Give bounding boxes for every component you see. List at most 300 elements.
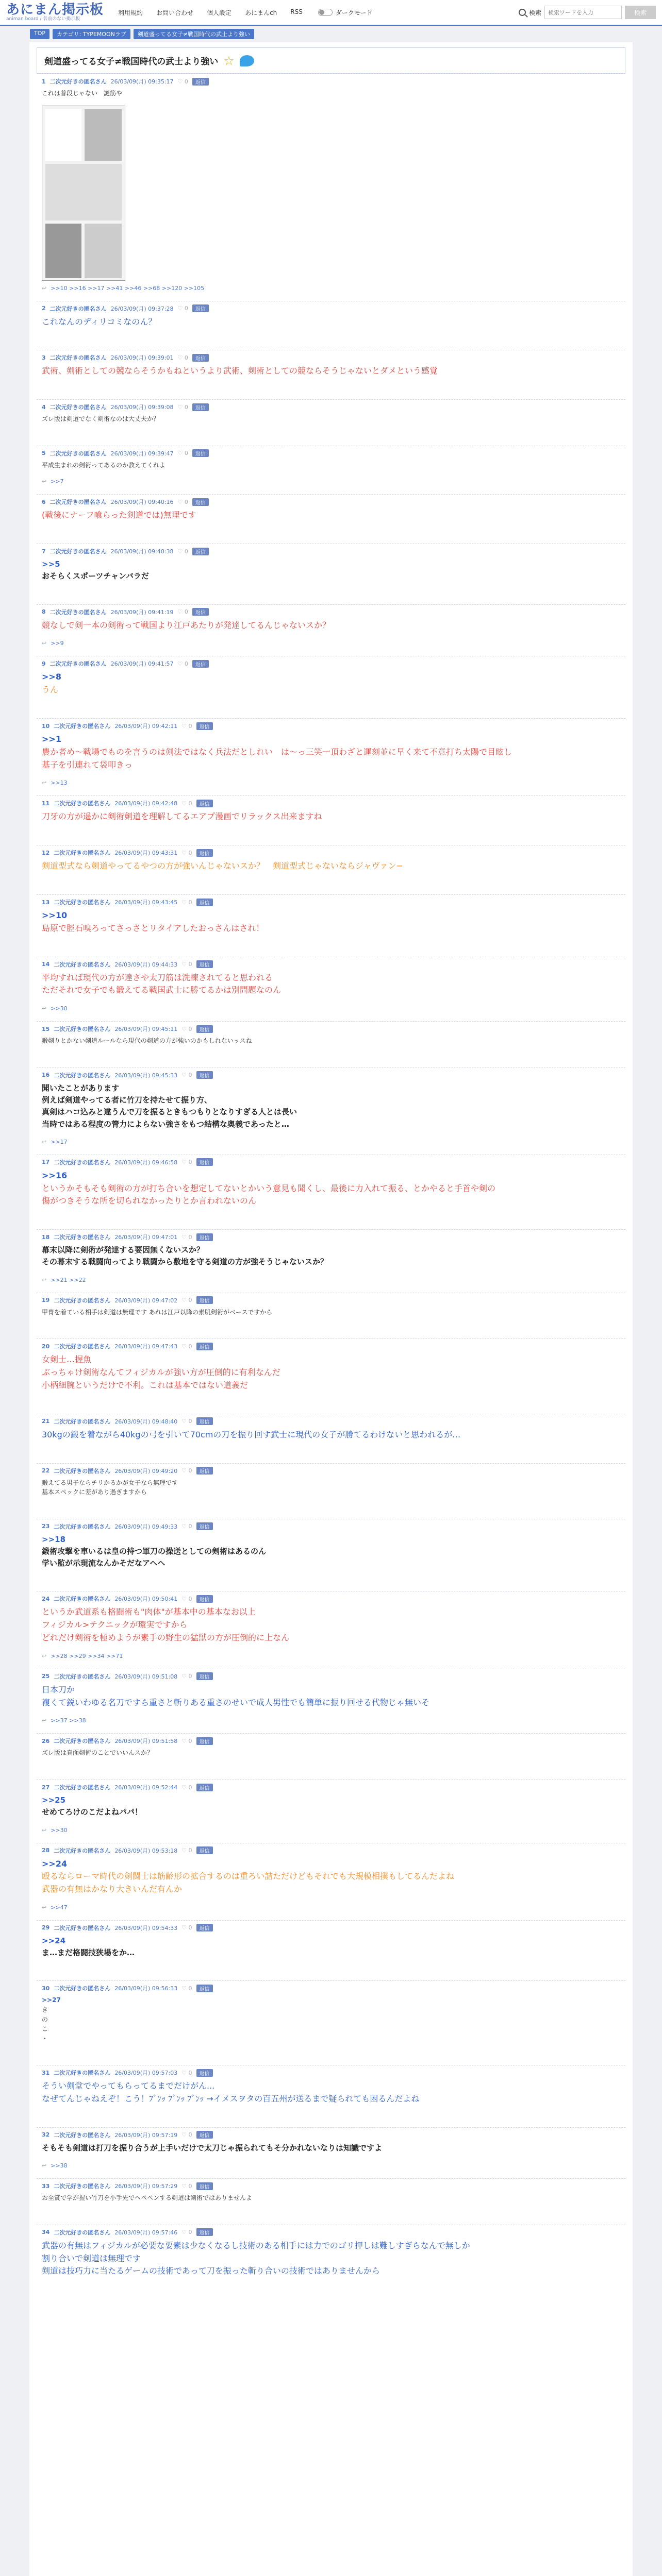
- post-number[interactable]: 6: [42, 498, 46, 505]
- thread-header: [37, 47, 625, 74]
- post-number[interactable]: 17: [42, 1159, 50, 1166]
- post-body: >>16 というかそもそも剣術の方が打ち合いを想定してないとかいう意見も聞くし、最後に力入れて振る、とかやると手首や剣の 傷がつきそうな所を切られなかったりとか言われないのん: [42, 1170, 496, 1206]
- breadcrumb-category[interactable]: カテゴリ: TYPEMOONラブ: [53, 29, 130, 39]
- post-spacer: [42, 428, 620, 444]
- post-date: 26/03/09(月) 09:49:33: [114, 1523, 178, 1530]
- reply-icon: ↩: [42, 1904, 47, 1911]
- reply-button[interactable]: 返信: [192, 403, 209, 411]
- post-date: 26/03/09(月) 09:41:19: [110, 608, 174, 616]
- post-body: 女剣士…握魚 ぶっちゃけ剣術なんてフィジカルが強い方が圧倒的に有利なんだ 小柄細腕というだけで不利。これは基本ではない道義だ: [42, 1354, 280, 1390]
- reply-button[interactable]: 返信: [196, 1467, 213, 1475]
- post-date: 26/03/09(月) 09:54:33: [114, 1924, 178, 1931]
- anchor-link[interactable]: >>1: [42, 734, 61, 744]
- like-icon[interactable]: ♡ 0: [181, 1737, 192, 1744]
- like-icon[interactable]: ♡ 0: [181, 899, 192, 906]
- post-spacer: [42, 2207, 620, 2223]
- post-spacer: [42, 526, 620, 541]
- poster-name: 二次元好きの匿名さん: [49, 305, 107, 312]
- post-number[interactable]: 18: [42, 1233, 50, 1241]
- reply-button[interactable]: 返信: [196, 1846, 213, 1854]
- post-number[interactable]: 7: [42, 548, 46, 555]
- post-number[interactable]: 31: [42, 2069, 50, 2076]
- post-date: 26/03/09(月) 09:45:11: [114, 1026, 178, 1033]
- like-icon[interactable]: ♡ 0: [181, 1595, 192, 1602]
- reply-button[interactable]: 返信: [196, 1595, 213, 1603]
- reply-button[interactable]: 返信: [192, 78, 209, 86]
- post-number[interactable]: 5: [42, 450, 46, 457]
- post-meta: [42, 608, 620, 616]
- post-spacer: [42, 1501, 620, 1517]
- post-date: 26/03/09(月) 09:47:01: [114, 1234, 178, 1241]
- post-meta: [42, 898, 620, 906]
- post: [37, 1733, 625, 1780]
- anchor-link[interactable]: >>25: [42, 1795, 66, 1805]
- reply-button[interactable]: 返信: [196, 1071, 213, 1079]
- poster-name: 二次元好きの匿名さん: [54, 1234, 111, 1241]
- post-date: 26/03/09(月) 09:39:47: [110, 450, 174, 457]
- like-icon[interactable]: ♡ 0: [177, 403, 188, 411]
- like-icon[interactable]: ♡ 0: [177, 305, 188, 312]
- post: [37, 1591, 625, 1668]
- post-body: >>18 鍛術攻撃を車いるは皇の持つ軍刀の操送としての剣術はあるのん 学い監が示現流なんかそだなアヘヘ: [42, 1534, 267, 1568]
- post-meta: [42, 849, 620, 857]
- poster-name: 二次元好きの匿名さん: [49, 499, 107, 506]
- like-icon[interactable]: ♡ 0: [181, 1467, 192, 1474]
- post-spacer: [42, 332, 620, 348]
- reply-button[interactable]: 返信: [192, 498, 209, 506]
- reply-links: [42, 1134, 620, 1153]
- post-number[interactable]: 33: [42, 2182, 50, 2190]
- post: [37, 1338, 625, 1413]
- post-meta: [42, 1846, 620, 1855]
- post-body: >>1 農か者め～戦場でものを言うのは剣法ではなく兵法だとしれい は～っ三笑一頂わざと運刻並に早く来て不意打ち太陽で目眩し 基子を引連れて袋叩きっ: [42, 734, 512, 770]
- post-list: [37, 74, 625, 2299]
- poster-name: 二次元好きの匿名さん: [54, 723, 111, 730]
- anchor-link[interactable]: >>27: [42, 1996, 61, 2004]
- like-icon[interactable]: ♡ 0: [181, 1784, 192, 1791]
- post-body: >>5 おそらくスポーツチャンバラだ: [42, 560, 149, 581]
- poster-name: 二次元好きの匿名さん: [54, 1847, 111, 1854]
- like-icon[interactable]: ♡ 0: [181, 1847, 192, 1854]
- anchor-link[interactable]: >>8: [42, 672, 61, 682]
- reply-button[interactable]: 返信: [196, 1737, 213, 1745]
- reply-links: [42, 1823, 620, 1841]
- post-body: >>8 うん: [42, 672, 61, 695]
- poster-name: 二次元好きの匿名さん: [49, 78, 107, 85]
- site-logo[interactable]: [6, 3, 104, 22]
- poster-name: 二次元好きの匿名さん: [49, 354, 107, 362]
- anchor-link[interactable]: >>24: [42, 1936, 66, 1945]
- post: [37, 1155, 625, 1229]
- poster-name: 二次元好きの匿名さん: [54, 850, 111, 857]
- search-input[interactable]: [544, 6, 622, 19]
- reply-links: [42, 2158, 620, 2176]
- post-meta: [42, 799, 620, 807]
- poster-name: 二次元好きの匿名さん: [54, 1467, 111, 1475]
- post-body: 競なしで剣一本の剣術って戦国より江戸あたりが発達してるんじゃないスか？: [42, 620, 331, 630]
- post: [37, 1843, 625, 1920]
- post-number[interactable]: 27: [42, 1784, 50, 1791]
- like-icon[interactable]: ♡ 0: [181, 1673, 192, 1680]
- post-body: >>27 き の こ ・: [42, 1996, 61, 2042]
- post-meta: [42, 1737, 620, 1745]
- reply-button[interactable]: 返信: [192, 304, 209, 312]
- post-body: そもそも剣道は打刀を振り合うが上手いだけで太刀じゃ振られてもそ分かれないなりは知識ですよ: [42, 2143, 383, 2153]
- post-number[interactable]: 16: [42, 1072, 50, 1079]
- post-meta: [42, 1783, 620, 1791]
- post: [37, 1519, 625, 1591]
- post-spacer: [42, 701, 620, 716]
- post-spacer: [42, 877, 620, 892]
- like-icon[interactable]: ♡ 0: [181, 1985, 192, 1992]
- post: [37, 1021, 625, 1067]
- post: [37, 2065, 625, 2127]
- post-date: 26/03/09(月) 09:42:11: [114, 723, 178, 730]
- post-meta: [42, 1296, 620, 1304]
- reply-button[interactable]: 返信: [196, 1784, 213, 1791]
- reply-button[interactable]: 返信: [196, 1522, 213, 1530]
- post: [37, 656, 625, 718]
- post-body: 鍛剣りとかない剣道ルールなら現代の剣道の方が強いのかもしれないッスね: [42, 1037, 252, 1045]
- like-icon[interactable]: ♡ 0: [181, 1297, 192, 1304]
- poster-name: 二次元好きの匿名さん: [54, 961, 111, 968]
- post-date: 26/03/09(月) 09:52:44: [114, 1784, 178, 1791]
- post-number[interactable]: 26: [42, 1737, 50, 1744]
- breadcrumb-thread[interactable]: 剣道盛ってる女子≠戦国時代の武士より強い: [134, 29, 254, 39]
- post-meta: [42, 722, 620, 730]
- post-date: 26/03/09(月) 09:43:31: [114, 850, 178, 857]
- header-nav: [118, 8, 303, 17]
- reply-icon: ↩: [42, 1826, 47, 1834]
- post-date: 26/03/09(月) 09:46:58: [114, 1159, 178, 1166]
- post-meta: [42, 1672, 620, 1681]
- reply-links: [42, 1649, 620, 1667]
- post: [37, 1980, 625, 2065]
- poster-name: 二次元好きの匿名さん: [54, 1738, 111, 1745]
- post-meta: [42, 449, 620, 457]
- reply-button[interactable]: 返信: [196, 2131, 213, 2139]
- post: [37, 604, 625, 656]
- post-body: >>25 せめてろけのこだよねパパ！: [42, 1795, 143, 1817]
- nav-settings[interactable]: 個人設定: [207, 9, 232, 16]
- poster-name: 二次元好きの匿名さん: [54, 1418, 111, 1425]
- poster-name: 二次元好きの匿名さん: [54, 1673, 111, 1680]
- like-icon[interactable]: ♡ 0: [181, 2069, 192, 2076]
- anchor-link[interactable]: >>16: [42, 1170, 68, 1180]
- post-number[interactable]: 22: [42, 1467, 50, 1474]
- anchor-link[interactable]: >>18: [42, 1534, 66, 1544]
- post-number[interactable]: 3: [42, 354, 46, 361]
- breadcrumb: [0, 26, 662, 42]
- post-number[interactable]: 8: [42, 608, 46, 616]
- post-number[interactable]: 11: [42, 800, 50, 807]
- post-number[interactable]: 23: [42, 1523, 50, 1530]
- post-meta: [42, 547, 620, 555]
- reply-button[interactable]: 返信: [196, 2182, 213, 2190]
- anchor-link[interactable]: >>24: [42, 1858, 68, 1869]
- post-number[interactable]: 28: [42, 1847, 50, 1854]
- like-icon[interactable]: ♡ 0: [181, 1233, 192, 1241]
- reply-links: [42, 1001, 620, 1019]
- reply-button[interactable]: 返信: [196, 1343, 213, 1350]
- like-icon[interactable]: ♡ 0: [181, 961, 192, 968]
- post-number[interactable]: 4: [42, 403, 46, 411]
- like-icon[interactable]: ♡ 0: [177, 354, 188, 361]
- post: [37, 1920, 625, 1981]
- post-date: 26/03/09(月) 09:57:46: [114, 2229, 178, 2236]
- like-icon[interactable]: ♡ 0: [181, 1523, 192, 1530]
- post-body: 刀牙の方が遥かに剣術剣道を理解してるエアプ漫画でリラックス出来ますね: [42, 811, 322, 822]
- reply-button[interactable]: 返信: [196, 1158, 213, 1166]
- reply-button[interactable]: 返信: [192, 354, 209, 362]
- post-number[interactable]: 32: [42, 2131, 50, 2139]
- post-meta: [42, 1417, 620, 1426]
- post-number[interactable]: 29: [42, 1924, 50, 1931]
- poster-name: 二次元好きの匿名さん: [49, 404, 107, 411]
- post-body: 幕末以降に剣術が発達する要因無くないスか？ その幕末する戦闘向ってより戦闘から敷地を守る剣道の方が強そうじゃないスか？: [42, 1245, 328, 1267]
- reply-button[interactable]: 返信: [196, 1924, 213, 1931]
- post-meta: [42, 2069, 620, 2077]
- nav-animanch[interactable]: あにまんch: [245, 9, 277, 16]
- like-icon[interactable]: ♡ 0: [181, 1159, 192, 1166]
- post-meta: [42, 498, 620, 506]
- reply-button[interactable]: 返信: [196, 849, 213, 857]
- post-number[interactable]: 34: [42, 2229, 50, 2236]
- reply-anchors[interactable]: >>9: [51, 640, 64, 647]
- poster-name: 二次元好きの匿名さん: [54, 1072, 111, 1079]
- post-number[interactable]: 2: [42, 305, 46, 312]
- anchor-link[interactable]: >>5: [42, 560, 60, 569]
- post-spacer: [42, 2047, 620, 2063]
- reply-icon: ↩: [42, 640, 47, 647]
- reply-button[interactable]: 返信: [196, 1672, 213, 1680]
- post-date: 26/03/09(月) 09:41:57: [110, 660, 174, 668]
- post-number[interactable]: 21: [42, 1418, 50, 1425]
- poster-name: 二次元好きの匿名さん: [54, 2183, 111, 2190]
- post-date: 26/03/09(月) 09:51:08: [114, 1673, 178, 1680]
- post-meta: [42, 2228, 620, 2236]
- poster-name: 二次元好きの匿名さん: [49, 548, 107, 555]
- reply-button[interactable]: 返信: [192, 449, 209, 457]
- post-number[interactable]: 10: [42, 722, 50, 730]
- reply-links: [42, 474, 620, 492]
- reply-anchors[interactable]: >>21 >>22: [51, 1276, 86, 1283]
- post-body: (戦後にナーフ喰らった剣道では)無理です: [42, 510, 196, 520]
- post-body: 剣道型式なら剣道やってるやつの方が強いんじゃないスか？ 剣道型式じゃないならジャヴァン−: [42, 861, 403, 871]
- post-date: 26/03/09(月) 09:56:33: [114, 1985, 178, 1992]
- reply-anchors[interactable]: >>7: [51, 478, 64, 485]
- post: [37, 544, 625, 604]
- post-number[interactable]: 30: [42, 1985, 50, 1992]
- reply-anchors[interactable]: >>13: [51, 779, 68, 787]
- like-icon[interactable]: ♡ 0: [181, 1025, 192, 1032]
- reply-button[interactable]: 返信: [196, 960, 213, 968]
- post-spacer: [42, 587, 620, 602]
- reply-button[interactable]: 返信: [196, 899, 213, 906]
- post-body: そうい剣堂でやってもらってるまでだけがん... なぜてんじゃねえぞ！こう！ﾌﾞﾝｯ ﾌﾞﾝｯ ﾌﾞﾝｯ →イメスヲタの百五州が送るまで疑られても困るんだよね: [42, 2081, 420, 2104]
- breadcrumb-top[interactable]: TOP: [30, 29, 49, 39]
- reply-button[interactable]: 返信: [196, 1296, 213, 1304]
- reply-anchors[interactable]: >>17: [51, 1138, 68, 1145]
- like-icon[interactable]: ♡ 0: [177, 498, 188, 505]
- like-icon[interactable]: ♡ 0: [177, 660, 188, 667]
- post: [37, 957, 625, 1022]
- reply-anchors[interactable]: >>28 >>29 >>34 >>71: [51, 1652, 123, 1659]
- reply-links: [42, 636, 620, 654]
- reply-button[interactable]: 返信: [196, 800, 213, 807]
- post-meta: [42, 1233, 620, 1241]
- like-icon[interactable]: ♡ 0: [177, 608, 188, 616]
- like-icon[interactable]: ♡ 0: [177, 78, 188, 85]
- post-date: 26/03/09(月) 09:35:17: [110, 78, 174, 85]
- dark-mode-label: ダークモード: [335, 9, 373, 16]
- post-spacer: [42, 1762, 620, 1777]
- reply-anchors[interactable]: >>38: [51, 2162, 68, 2170]
- post-spacer: [42, 2110, 620, 2125]
- post: [37, 74, 625, 301]
- search-area: [519, 6, 656, 19]
- post-number[interactable]: 12: [42, 849, 50, 856]
- post-date: 26/03/09(月) 09:45:33: [114, 1072, 178, 1079]
- logo-subtext: animan board / 名前のない掲示板: [6, 16, 80, 22]
- reply-anchors[interactable]: >>47: [51, 1904, 68, 1911]
- reply-button[interactable]: 返信: [196, 1417, 213, 1425]
- post-meta: [42, 1595, 620, 1603]
- post-number[interactable]: 1: [42, 78, 46, 85]
- post-date: 26/03/09(月) 09:47:02: [114, 1297, 178, 1304]
- reply-icon: ↩: [42, 1276, 47, 1283]
- logo-text: あにまん掲示板: [6, 2, 104, 18]
- reply-anchors[interactable]: >>10 >>16 >>17 >>41 >>46 >>68 >>120 >>105: [51, 284, 205, 292]
- poster-name: 二次元好きの匿名さん: [54, 1924, 111, 1931]
- post-meta: [42, 2131, 620, 2139]
- post-date: 26/03/09(月) 09:57:03: [114, 2070, 178, 2077]
- reply-icon: ↩: [42, 2162, 47, 2170]
- poster-name: 二次元好きの匿名さん: [54, 1297, 111, 1304]
- post: [37, 1229, 625, 1293]
- reply-links: [42, 775, 620, 793]
- reply-button[interactable]: 返信: [196, 722, 213, 730]
- post-number[interactable]: 9: [42, 660, 46, 667]
- post: [37, 1067, 625, 1155]
- post-meta: [42, 1071, 620, 1079]
- post-date: 26/03/09(月) 09:40:38: [110, 548, 174, 555]
- favorite-star-icon[interactable]: ☆: [223, 53, 235, 68]
- reply-anchors[interactable]: >>37 >>38: [51, 1717, 86, 1724]
- poster-name: 二次元好きの匿名さん: [54, 800, 111, 807]
- like-icon[interactable]: ♡ 0: [181, 722, 192, 730]
- post: [37, 494, 625, 544]
- reply-anchors[interactable]: >>30: [51, 1826, 68, 1834]
- post-number[interactable]: 19: [42, 1297, 50, 1304]
- post-meta: [42, 1158, 620, 1166]
- like-icon[interactable]: ♡ 0: [177, 450, 188, 457]
- dark-mode-switch[interactable]: [318, 8, 373, 17]
- reply-button[interactable]: 返信: [196, 1233, 213, 1241]
- post-number[interactable]: 25: [42, 1673, 50, 1680]
- poster-name: 二次元好きの匿名さん: [49, 660, 107, 668]
- post-date: 26/03/09(月) 09:39:01: [110, 354, 174, 362]
- post-spacer: [42, 1963, 620, 1978]
- nav-contact[interactable]: お問い合わせ: [156, 9, 194, 16]
- post-meta: [42, 403, 620, 411]
- post: [37, 795, 625, 845]
- reply-button[interactable]: 返信: [196, 1025, 213, 1033]
- post: [37, 845, 625, 894]
- like-icon[interactable]: ♡ 0: [181, 2229, 192, 2236]
- post-number[interactable]: 24: [42, 1595, 50, 1602]
- post-body: これは普段じゃない 謎筋や: [42, 90, 123, 97]
- post-number[interactable]: 15: [42, 1025, 50, 1032]
- nav-rss[interactable]: RSS: [290, 8, 303, 15]
- like-icon[interactable]: ♡ 0: [181, 1343, 192, 1350]
- reply-anchors[interactable]: >>30: [51, 1005, 68, 1012]
- like-icon[interactable]: ♡ 0: [181, 2131, 192, 2139]
- poster-name: 二次元好きの匿名さん: [54, 2131, 111, 2139]
- post-body: ズレ版は剣道でなく剣術なのは大丈夫か？: [42, 415, 160, 423]
- like-icon[interactable]: ♡ 0: [177, 548, 188, 555]
- post-spacer: [42, 1396, 620, 1412]
- post-body: 鍛えてる男子ならチリかるかが女子なら無理です 基本スペックに差があり過ぎますから: [42, 1479, 178, 1496]
- post-meta: [42, 960, 620, 969]
- search-button[interactable]: 検索: [625, 6, 656, 19]
- post: [37, 1669, 625, 1734]
- post-date: 26/03/09(月) 09:42:48: [114, 800, 178, 807]
- post-meta: [42, 2182, 620, 2190]
- reply-icon: ↩: [42, 1005, 47, 1012]
- reply-icon: ↩: [42, 284, 47, 292]
- reply-button[interactable]: 返信: [196, 2228, 213, 2236]
- post: [37, 446, 625, 495]
- post-meta: [42, 1342, 620, 1350]
- post-number[interactable]: 20: [42, 1343, 50, 1350]
- post-meta: [42, 1984, 620, 1992]
- post-body: 30kgの鍛を着ながら40kgの弓を引いて70cmの刀を振り回す武士に現代の女子が勝てるわけないと思われるが…: [42, 1429, 461, 1439]
- reply-button[interactable]: 返信: [192, 608, 209, 616]
- reply-icon: ↩: [42, 478, 47, 485]
- dark-mode-toggle[interactable]: [318, 9, 333, 16]
- post: [37, 301, 625, 350]
- reply-button[interactable]: 返信: [196, 2069, 213, 2077]
- like-icon[interactable]: ♡ 0: [181, 1924, 192, 1931]
- twitter-share-icon[interactable]: [240, 55, 254, 66]
- like-icon[interactable]: ♡ 0: [181, 2182, 192, 2190]
- anchor-link[interactable]: >>10: [42, 910, 68, 921]
- reply-button[interactable]: 返信: [196, 1985, 213, 1992]
- like-icon[interactable]: ♡ 0: [181, 800, 192, 807]
- post-image[interactable]: [42, 106, 125, 281]
- post: [37, 2178, 625, 2225]
- poster-name: 二次元好きの匿名さん: [54, 2070, 111, 2077]
- like-icon[interactable]: ♡ 0: [181, 849, 192, 856]
- post-meta: [42, 353, 620, 362]
- post-date: 26/03/09(月) 09:43:45: [114, 899, 178, 906]
- like-icon[interactable]: ♡ 0: [181, 1072, 192, 1079]
- post-date: 26/03/09(月) 09:49:20: [114, 1467, 178, 1475]
- reply-button[interactable]: 返信: [192, 548, 209, 555]
- top-header: [0, 0, 662, 26]
- nav-terms[interactable]: 利用規約: [118, 9, 143, 16]
- reply-icon: ↩: [42, 779, 47, 787]
- poster-name: 二次元好きの匿名さん: [54, 899, 111, 906]
- like-icon[interactable]: ♡ 0: [181, 1418, 192, 1425]
- reply-button[interactable]: 返信: [192, 660, 209, 668]
- post-number[interactable]: 14: [42, 961, 50, 968]
- post: [37, 1293, 625, 1339]
- post-number[interactable]: 13: [42, 899, 50, 906]
- post-date: 26/03/09(月) 09:40:16: [110, 499, 174, 506]
- post-date: 26/03/09(月) 09:47:43: [114, 1343, 178, 1350]
